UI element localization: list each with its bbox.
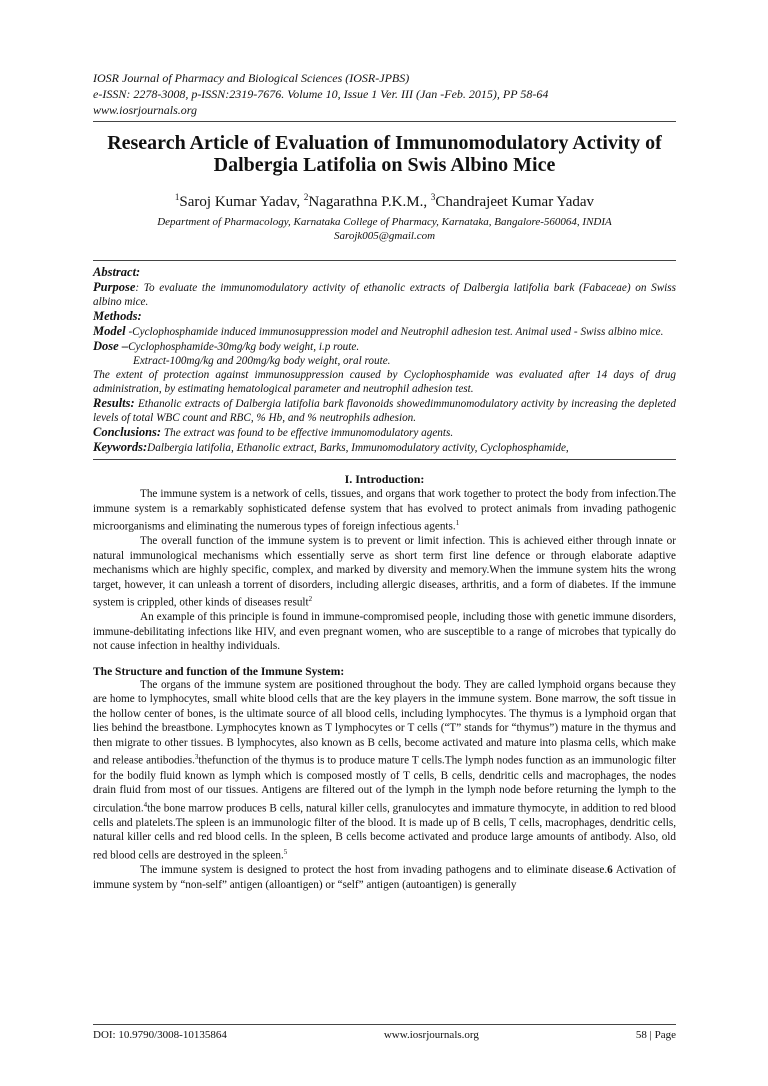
author-2-affil: 2	[303, 192, 309, 202]
footer-page-number: 58 | Page	[635, 1029, 676, 1041]
author-3-affil: 3	[430, 192, 436, 202]
abstract-heading: Abstract:	[93, 265, 141, 279]
header-rule	[93, 121, 676, 122]
journal-header	[93, 70, 676, 118]
journal-name: IOSR Journal of Pharmacy and Biological Sciences (IOSR-JPBS)	[93, 71, 410, 85]
results-label: Results:	[93, 396, 135, 410]
intro-paragraph-2: The overall function of the immune system is to prevent or limit infection. This is achieved either through innate or natural immunological mechanisms which essentially serve as short term first line defence or through elaborate adaptive mechanisms which are highly specific, complex, and marked by diversity and memory.When the immune system hits the wrong target, however, it can unleash a torrent of disorders, including allergic diseases, arthritis, and a form of diabetes. If the immune system is crippled, other kinds of diseases result$^2$	[93, 535, 676, 609]
author-1-affil: 1	[174, 192, 180, 202]
structure-paragraph-1: The organs of the immune system are positioned throughout the body. They are called lymphoid organs because they are home to lymphocytes, small white blood cells that are the key players in the immune system. Bone marrow, the soft tissue in the hollow center of bones, is the ultimate source of all blood cells, including lymphocytes. The thymus is a lymphoid organ that lies behind the breastbone. Lymphocytes known as T lymphocytes or T cells (“T” stands for “thymus”) mature in the thymus and then migrate to other tissues. B lymphocytes, also known as B cells, become activated and mature into plasma cells, which make and release antibodies.$^3$thefunction of the thymus is to produce mature T cells.The lymph nodes function as an immunologic filter for the bodily fluid known as lymph which is composed mostly of T cells, B cells, dendritic cells and macrophages, the nodes drain fluid from most of our tissues. Antigens are filtered out of the lymph in the lymph node before returning the lymph to the circulation.$^4$the bone marrow produces B cells, natural killer cells, granulocytes and immature thymocyte, in addition to red blood cells and platelets.The spleen is an immunologic filter of the blood. It is made up of B cells, T cells, macrophages, dendritic cells, natural killer cells and red blood cells. In the spleen, B cells become activated and produce large amounts of antibody. Also, old red blood cells are destroyed in the spleen.$^5$	[93, 678, 676, 862]
structure-body	[93, 678, 676, 892]
section-heading-structure: The Structure and function of the Immune System:	[93, 665, 345, 678]
methods-label: Methods:	[93, 309, 142, 323]
structure-paragraph-2: The immune system is designed to protect the host from invading pathogens and to eliminate disease.6 Activation of immune system by “non-self” antigen (alloantigen) or “self” antigen (autoantigen) is generally	[93, 864, 676, 891]
affiliation-text: Department of Pharmacology, Karnataka College of Pharmacy, Karnataka, Bangalore-560064, INDIA	[157, 216, 612, 228]
footer-site[interactable]: www.iosrjournals.org	[383, 1029, 479, 1041]
journal-issn: e-ISSN: 2278-3008, p-ISSN:2319-7676. Volume 10, Issue 1 Ver. III (Jan -Feb. 2015), PP 58-64	[93, 87, 549, 101]
introduction-body	[93, 487, 676, 654]
abstract-rule	[93, 459, 676, 460]
conclusions-label: Conclusions:	[93, 425, 162, 439]
results-text: Ethanolic extracts of Dalbergia latifolia bark flavonoids showedimmunomodulatory activity by increasing the depleted levels of total WBC count and RBC, % Hb, and % neutrophils adhesion.	[93, 398, 676, 424]
author-3: Chandrajeet Kumar Yadav	[435, 194, 595, 210]
journal-url[interactable]: www.iosrjournals.org	[93, 103, 198, 117]
footer-doi: DOI: 10.9790/3008-10135864	[93, 1029, 227, 1041]
dose-text-1: Cyclophosphamide-30mg/kg body weight, i.p route.	[128, 341, 360, 353]
dose-label: Dose –	[93, 339, 129, 353]
keywords-label: Keywords:	[93, 440, 148, 454]
paper-title: Research Article of Evaluation of Immunomodulatory Activity of Dalbergia Latifolia on Swis Albino Mice	[107, 132, 662, 176]
model-text: -Cyclophosphamide induced immunosuppression model and Neutrophil adhesion test. Animal used - Swiss albino mice.	[125, 326, 664, 338]
conclusions-text: The extract was found to be effective immunomodulatory agents.	[161, 427, 454, 439]
author-1: Saroj Kumar Yadav,	[179, 194, 304, 210]
paper-page	[93, 70, 676, 892]
page-footer	[93, 1024, 676, 1041]
purpose-text: : To evaluate the immunomodulatory activity of ethanolic extracts of Dalbergia latifolia bark (Fabaceae) on Swiss albino mice.	[93, 282, 676, 308]
extent-text: The extent of protection against immunosuppression caused by Cyclophosphamide was evaluated after 14 days of drug administration, by estimating hematological parameter and neutrophil adhesion test.	[93, 369, 676, 395]
model-label: Model	[93, 324, 126, 338]
section-heading-introduction: I. Introduction:	[344, 472, 425, 486]
author-2: Nagarathna P.K.M.,	[308, 194, 431, 210]
intro-paragraph-1: The immune system is a network of cells, tissues, and organs that work together to protect the body from infection.The immune system is a remarkably sophisticated defense system that has evolved to protect animals from invading pathogenic microorganisms and eliminating the numerous types of foreign infectious agents.$^1$	[93, 488, 676, 533]
affiliation	[93, 215, 676, 243]
purpose-label: Purpose	[93, 280, 136, 294]
keywords-text: Dalbergia latifolia, Ethanolic extract, Barks, Immunomodulatory activity, Cyclophosphamide,	[147, 442, 569, 454]
abstract	[93, 260, 676, 455]
author-list	[93, 188, 676, 211]
author-email[interactable]: Sarojk005@gmail.com	[333, 230, 436, 242]
dose-text-2: Extract-100mg/kg and 200mg/kg body weight, oral route.	[133, 355, 391, 367]
intro-paragraph-3: An example of this principle is found in immune-compromised people, including those with genetic immune disorders, immune-debilitating infections like HIV, and even pregnant women, who are susceptible to a range of microbes that typically do not cause infection in healthy individuals.	[93, 611, 676, 653]
